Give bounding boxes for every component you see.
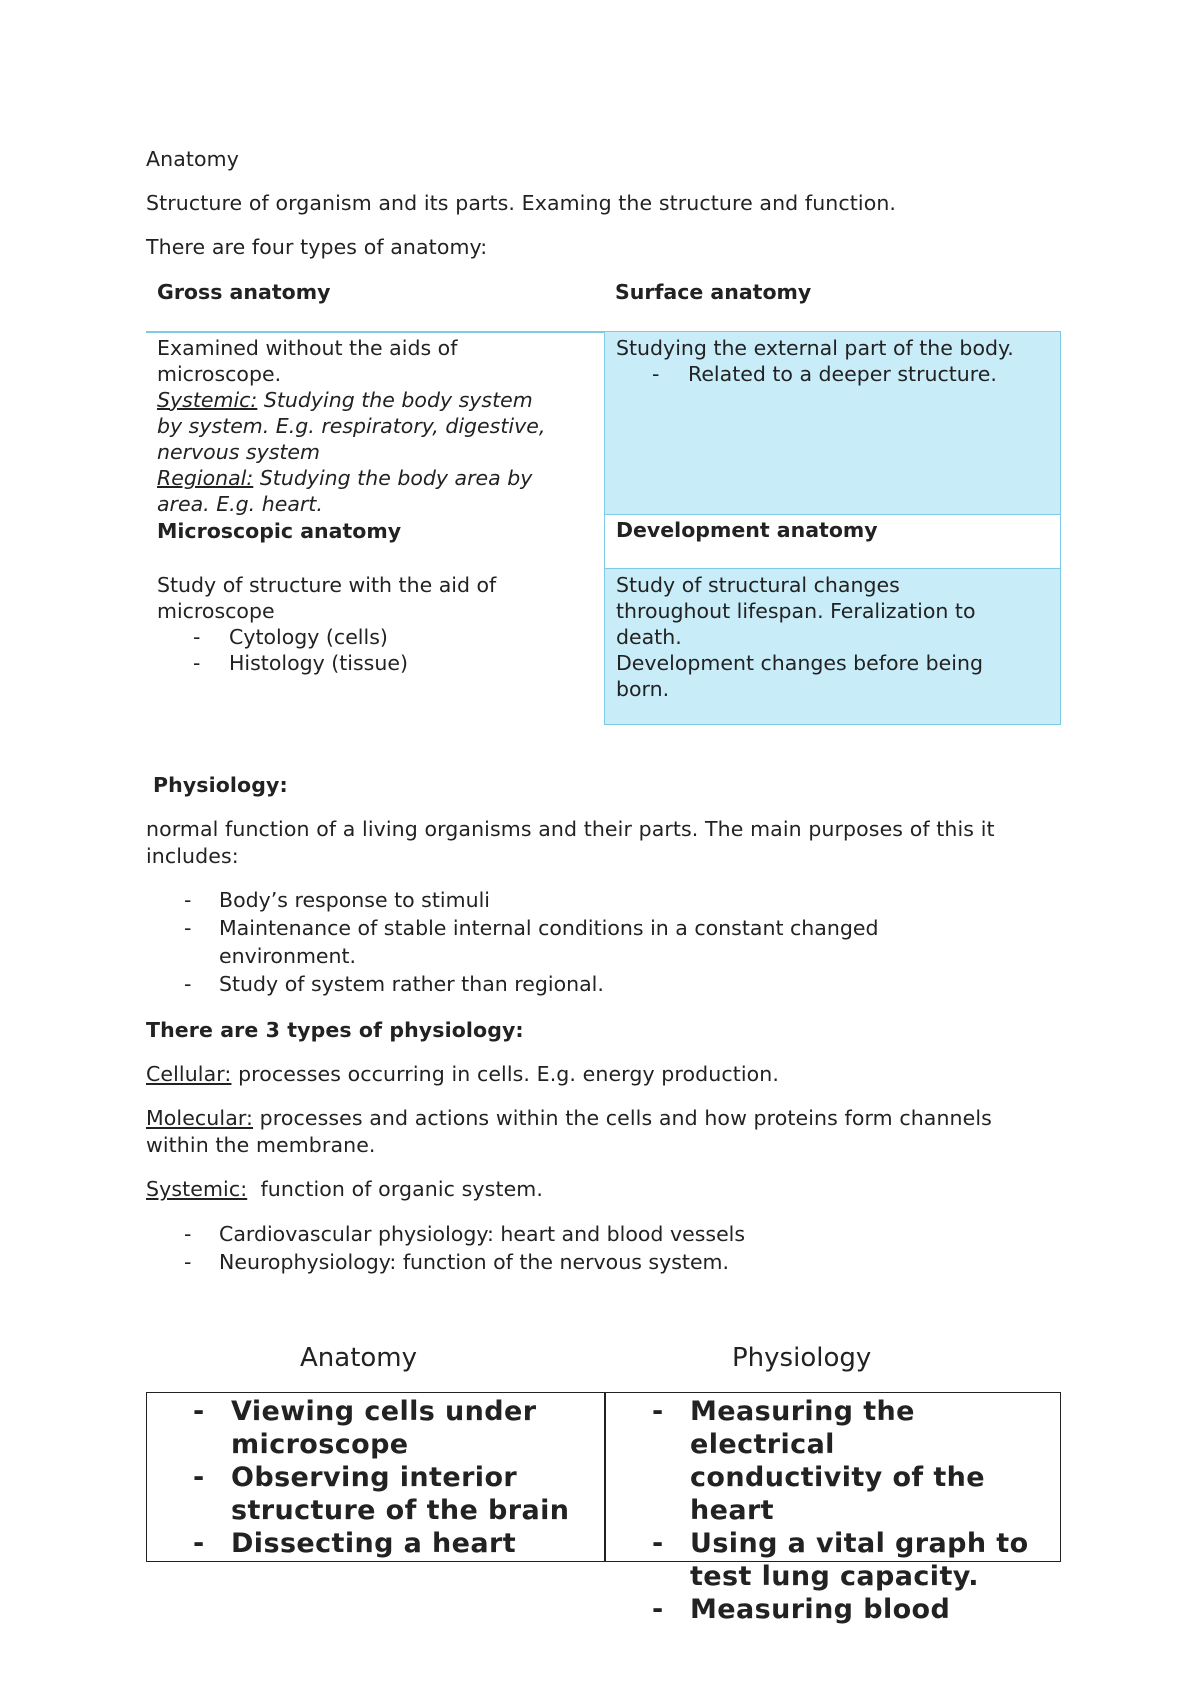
development-line: death.: [616, 625, 682, 649]
list-item: - Cardiovascular physiology: heart and blood vessels: [184, 1222, 746, 1246]
systemic-physiology: Systemic: function of organic system.: [146, 1177, 543, 1201]
physiology-purposes-list: [146, 886, 878, 998]
comparison-physiology-heading: Physiology: [732, 1343, 872, 1373]
surface-anatomy-body: [604, 331, 1061, 515]
development-line: Development changes before being: [616, 651, 983, 675]
gross-anatomy-body: [146, 332, 603, 517]
systemic-phys-label: Systemic:: [146, 1177, 248, 1201]
anatomy-examples: [147, 1395, 604, 1560]
list-item: - Related to a deeper structure.: [652, 362, 997, 386]
surface-line: Studying the external part of the body.: [616, 336, 1014, 360]
physiology-types-heading: There are 3 types of physiology:: [146, 1018, 524, 1042]
gross-line: Examined without the aids of: [157, 336, 458, 360]
molecular-label: Molecular:: [146, 1106, 254, 1130]
list-item: - Body’s response to stimuli: [184, 888, 490, 912]
microscopic-line: microscope: [157, 599, 275, 623]
list-item: - Cytology (cells): [193, 625, 388, 649]
physiology-examples: [606, 1395, 1061, 1626]
comparison-table: [146, 1392, 1061, 1625]
development-line: born.: [616, 677, 670, 701]
molecular-physiology-cont: within the membrane.: [146, 1133, 376, 1157]
physiology-definition-line: includes:: [146, 844, 239, 868]
development-line: throughout lifespan. Feralization to: [616, 599, 976, 623]
list-item: - Study of system rather than regional.: [184, 972, 604, 996]
development-anatomy-heading: Development anatomy: [604, 514, 1061, 568]
list-item: - Using a vital graph to test lung capacity.: [652, 1528, 1029, 1592]
list-item: - Histology (tissue): [193, 651, 408, 675]
regional-text: Studying the body area by: [253, 466, 533, 490]
gross-anatomy-heading: Gross anatomy: [157, 280, 331, 304]
microscopic-anatomy-heading: Microscopic anatomy: [157, 519, 402, 543]
list-item-continuation: environment.: [219, 944, 357, 968]
systemic-text: nervous system: [157, 440, 321, 464]
development-line: Study of structural changes: [616, 573, 900, 597]
gross-line: microscope.: [157, 362, 282, 386]
anatomy-title: Anatomy: [146, 147, 239, 171]
systemic-text: Studying the body system: [257, 388, 533, 412]
list-item: - Maintenance of stable internal conditions in a constant changed: [184, 916, 879, 940]
microscopic-anatomy-body: [146, 569, 603, 676]
systemic-text: by system. E.g. respiratory, digestive,: [157, 414, 546, 438]
anatomy-types-table: [146, 272, 1061, 724]
cellular-physiology: Cellular: processes occurring in cells. E.g. energy production.: [146, 1062, 779, 1086]
cellular-label: Cellular:: [146, 1062, 232, 1086]
surface-anatomy-heading: Surface anatomy: [615, 280, 812, 304]
systemic-physiology-list: [146, 1220, 745, 1276]
microscopic-line: Study of structure with the aid of: [157, 573, 497, 597]
systemic-label: Systemic:: [157, 388, 258, 412]
list-item: - Neurophysiology: function of the nervous system.: [184, 1250, 730, 1274]
regional-label: Regional:: [157, 466, 254, 490]
list-item: - Dissecting a heart: [193, 1528, 517, 1559]
list-item: - Measuring the electrical conductivity of the heart: [652, 1396, 985, 1526]
anatomy-types-intro: There are four types of anatomy:: [146, 235, 488, 259]
physiology-heading: Physiology:: [153, 773, 288, 797]
list-item: - Measuring blood: [652, 1594, 951, 1625]
physiology-definition-line: normal function of a living organisms and their parts. The main purposes of this it: [146, 817, 995, 841]
list-item: - Observing interior structure of the brain: [193, 1462, 570, 1526]
comparison-anatomy-heading: Anatomy: [300, 1343, 418, 1373]
molecular-physiology: Molecular: processes and actions within the cells and how proteins form channels: [146, 1106, 992, 1130]
development-anatomy-body: [604, 568, 1061, 725]
list-item: - Viewing cells under microscope: [193, 1396, 537, 1460]
regional-text: area. E.g. heart.: [157, 492, 323, 516]
anatomy-definition: Structure of organism and its parts. Examing the structure and function.: [146, 191, 897, 215]
